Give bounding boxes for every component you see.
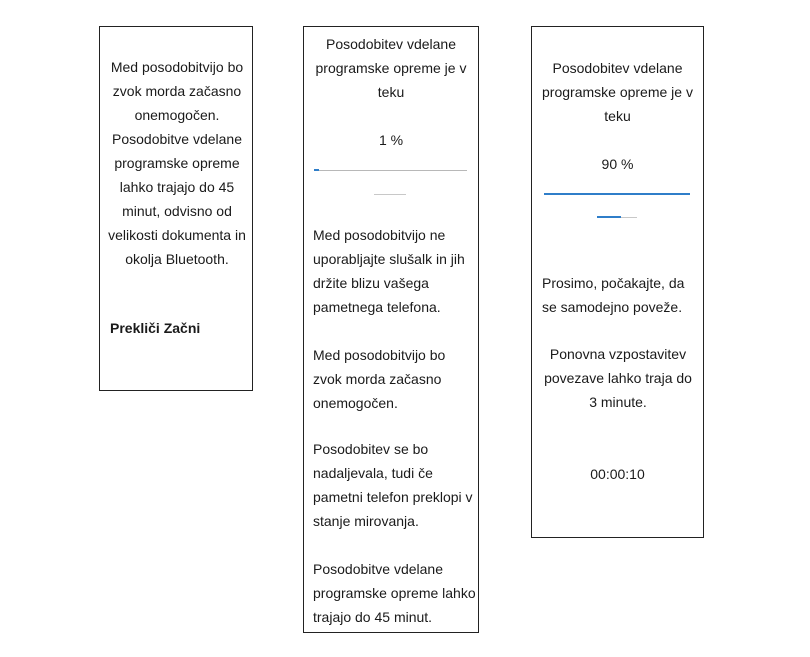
reconnect-duration-message: Ponovna vzpostavitev povezave lahko traja do 3 minute.: [544, 346, 692, 410]
progress-percent: 1 %: [378, 132, 404, 148]
reconnect-title: Posodobitev vdelane programske opreme je v teku: [542, 60, 693, 124]
start-button[interactable]: Začni: [163, 320, 201, 336]
page-indicator: [374, 194, 406, 195]
reconnect-page-indicator-active: [597, 216, 621, 218]
reconnect-page-indicator: [597, 217, 637, 218]
progress-title: Posodobitev vdelane programske opreme je v teku: [315, 36, 467, 100]
reconnect-wait-message: Prosimo, počakajte, da se samodejno poveže.: [542, 275, 685, 315]
progress-bar: [314, 170, 467, 171]
update-start-panel: [99, 26, 253, 391]
start-message: Med posodobitvijo bo zvok morda začasno onemogočen. Posodobitve vdelane programske opreme lahko trajajo do 45 minut, odvisno od velikosti dokumenta in okolja Bluetooth.: [108, 59, 246, 267]
progress-bar-fill: [314, 169, 319, 171]
reconnect-percent: 90 %: [601, 156, 634, 172]
update-progress-panel: [303, 26, 479, 633]
start-actions: [110, 316, 240, 340]
progress-info-1: Med posodobitvijo ne uporabljajte slušalk in jih držite blizu vašega pametnega telefona.: [313, 227, 465, 315]
progress-info-4: Posodobitve vdelane programske opreme lahko trajajo do 45 minut.: [313, 561, 476, 625]
progress-info-2: Med posodobitvijo bo zvok morda začasno onemogočen.: [313, 347, 446, 411]
update-reconnect-panel: [531, 26, 704, 538]
progress-info-3: Posodobitev se bo nadaljevala, tudi če pametni telefon preklopi v stanje mirovanja.: [313, 441, 473, 529]
reconnect-progress-bar: [544, 194, 690, 195]
cancel-button[interactable]: Prekliči: [110, 320, 160, 336]
reconnect-progress-bar-fill: [544, 193, 690, 195]
reconnect-timer: 00:00:10: [590, 466, 645, 482]
